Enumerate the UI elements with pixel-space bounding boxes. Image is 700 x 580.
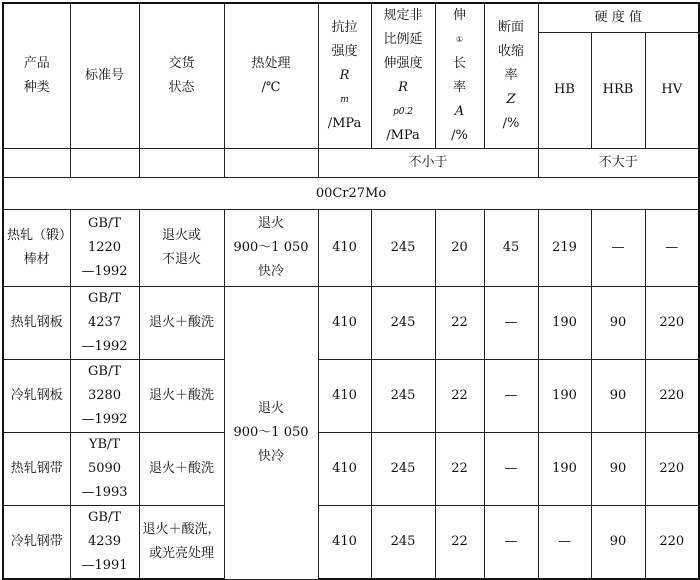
standard-no: GB/T 4237 —1992 — [70, 287, 139, 360]
tensile-strength-value: 410 — [318, 433, 371, 506]
header-elongation: 伸 ① 长 率 A /% — [435, 3, 484, 149]
hv-value: 220 — [645, 287, 699, 360]
header-not-less-than: 不小于 — [318, 149, 538, 178]
reduction-value: — — [484, 287, 538, 360]
header-not-greater-than: 不大于 — [538, 149, 699, 178]
delivery-state: 退火或 不退火 — [139, 210, 224, 287]
table-row — [3, 506, 699, 580]
product-type: 热轧钢板 — [3, 287, 70, 360]
header-yield-strength: 规定非 比例延 伸强度 R p0.2 /MPa — [371, 3, 435, 149]
hrb-value: 90 — [591, 506, 645, 580]
elongation-value: 22 — [435, 506, 484, 580]
header-tensile-strength: 抗拉 强度 R m /MPa — [318, 3, 371, 149]
hb-value: 190 — [538, 433, 591, 506]
tensile-strength-value: 410 — [318, 210, 371, 287]
hrb-value: 90 — [591, 360, 645, 433]
reduction-value: — — [484, 433, 538, 506]
properties-table — [2, 2, 700, 580]
header-delivery-state: 交货 状态 — [139, 3, 224, 149]
header-reduction-of-area: 断面 收缩 率 Z /% — [484, 3, 538, 149]
yield-strength-value: 245 — [371, 506, 435, 580]
header-hb: HB — [538, 32, 591, 148]
hv-value: 220 — [645, 506, 699, 580]
table-row — [3, 360, 699, 433]
heat-treatment: 退火 900～1 050 快冷 — [224, 210, 318, 287]
header-standard-no: 标准号 — [70, 3, 139, 149]
header-hardness: 硬 度 值 — [538, 3, 699, 32]
reduction-value: 45 — [484, 210, 538, 287]
standard-no: YB/T 5090 —1993 — [70, 433, 139, 506]
yield-strength-value: 245 — [371, 210, 435, 287]
hb-value: 219 — [538, 210, 591, 287]
table-row — [3, 210, 699, 287]
grade-label: 00Cr27Mo — [3, 178, 699, 210]
table-row — [3, 433, 699, 506]
hrb-value: 90 — [591, 287, 645, 360]
elongation-value: 22 — [435, 433, 484, 506]
hv-value: 220 — [645, 360, 699, 433]
delivery-state: 退火＋酸洗 — [139, 287, 224, 360]
product-type: 热轧（锻） 棒材 — [3, 210, 70, 287]
hv-value: — — [645, 210, 699, 287]
header-hv: HV — [645, 32, 699, 148]
standard-no: GB/T 1220 —1992 — [70, 210, 139, 287]
delivery-state: 退火＋酸洗 — [139, 360, 224, 433]
tensile-strength-value: 410 — [318, 287, 371, 360]
product-type: 热轧钢带 — [3, 433, 70, 506]
heat-treatment-group: 退火 900～1 050 快冷 — [224, 287, 318, 580]
yield-strength-value: 245 — [371, 433, 435, 506]
tensile-strength-value: 410 — [318, 506, 371, 580]
delivery-state: 退火＋酸洗， 或光亮处理 — [139, 506, 224, 580]
table-row — [3, 287, 699, 360]
hv-value: 220 — [645, 433, 699, 506]
standard-no: GB/T 3280 —1992 — [70, 360, 139, 433]
elongation-value: 22 — [435, 287, 484, 360]
hrb-value: 90 — [591, 433, 645, 506]
yield-strength-value: 245 — [371, 287, 435, 360]
reduction-value: — — [484, 506, 538, 580]
hrb-value: — — [591, 210, 645, 287]
delivery-state: 退火＋酸洗 — [139, 433, 224, 506]
reduction-value: — — [484, 360, 538, 433]
tensile-strength-value: 410 — [318, 360, 371, 433]
standard-no: GB/T 4239 —1991 — [70, 506, 139, 580]
header-product-type: 产品 种类 — [3, 3, 70, 149]
header-hrb: HRB — [591, 32, 645, 148]
hb-value: 190 — [538, 360, 591, 433]
header-heat-treatment: 热处理 /℃ — [224, 3, 318, 149]
yield-strength-value: 245 — [371, 360, 435, 433]
product-type: 冷轧钢板 — [3, 360, 70, 433]
hb-value: 190 — [538, 287, 591, 360]
elongation-value: 20 — [435, 210, 484, 287]
elongation-value: 22 — [435, 360, 484, 433]
hb-value: — — [538, 506, 591, 580]
product-type: 冷轧钢带 — [3, 506, 70, 580]
